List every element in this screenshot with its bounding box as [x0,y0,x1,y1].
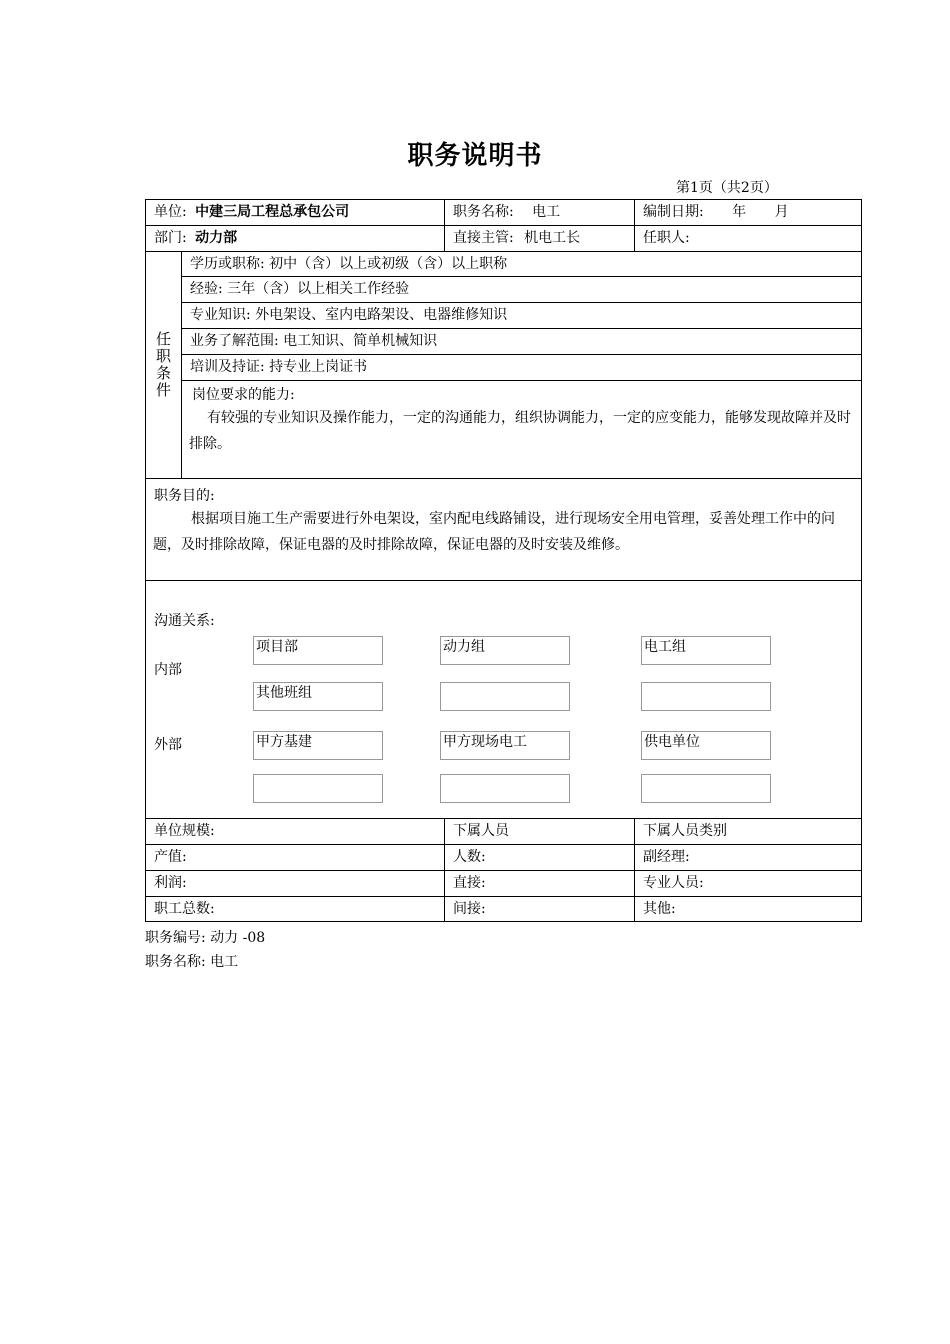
internal-contact-box [641,682,771,711]
business-scope-row: 业务了解范围: 电工知识、简单机械知识 [181,328,862,355]
unit-cell [145,199,445,226]
scale-cell: 职工总数: [145,896,445,922]
scale-cell: 副经理: [634,844,862,871]
internal-contact-box: 项目部 [253,636,383,665]
external-contact-box [253,774,383,803]
scale-cell: 下属人员 [444,818,635,845]
external-label: 外部 [154,737,182,753]
purpose-label: 职务目的: [154,488,215,504]
date-cell [634,199,862,226]
ability-text: 有较强的专业知识及操作能力，一定的沟通能力，组织协调能力，一定的应变能力，能够发现故障并及时排除。 [189,410,851,452]
scale-cell: 专业人员: [634,870,862,897]
supervisor-value: 机电工长 [524,230,581,246]
external-contact-box [440,774,570,803]
external-contact-box: 甲方基建 [253,731,383,760]
job-code: 职务编号: 动力 -08 [145,930,266,946]
date-month: 月 [774,204,789,220]
holder-cell [634,225,862,252]
external-contact-box: 甲方现场电工 [440,731,570,760]
unit-value: 中建三局工程总承包公司 [195,204,350,220]
experience-row: 经验: 三年（含）以上相关工作经验 [181,276,862,303]
holder-label: 任职人: [643,230,690,246]
supervisor-label: 直接主管: [453,230,514,246]
ability-label: 岗位要求的能力: [192,387,295,403]
internal-contact-box [440,682,570,711]
scale-cell: 人数: [444,844,635,871]
communication-label: 沟通关系: [154,613,215,629]
scale-cell: 单位规模: [145,818,445,845]
date-label: 编制日期: [643,204,704,220]
internal-contact-box: 电工组 [641,636,771,665]
internal-label: 内部 [154,662,182,678]
requirements-side-title: 任职条件 [145,251,182,479]
purpose-text: 根据项目施工生产需要进行外电架设，室内配电线路铺设，进行现场安全用电管理，妥善处理工作中的问题，及时排除故障，保证电器的及时排除故障，保证电器的及时安装及维修。 [153,511,835,553]
training-row: 培训及持证: 持专业上岗证书 [181,354,862,381]
job-title-label: 职务名称: [453,204,514,220]
scale-cell: 利润: [145,870,445,897]
job-name: 职务名称: 电工 [145,954,239,970]
job-title-value: 电工 [532,204,561,220]
scale-cell: 间接: [444,896,635,922]
knowledge-row: 专业知识: 外电架设、室内电路架设、电器维修知识 [181,302,862,329]
dept-value: 动力部 [195,230,238,246]
page-number: 第1页（共2页） [676,180,778,196]
job-title-cell [444,199,635,226]
scale-cell: 直接: [444,870,635,897]
internal-contact-box: 动力组 [440,636,570,665]
scale-cell: 产值: [145,844,445,871]
scale-cell: 其他: [634,896,862,922]
supervisor-cell [444,225,635,252]
external-contact-box: 供电单位 [641,731,771,760]
education-row: 学历或职称: 初中（含）以上或初级（含）以上职称 [181,251,862,277]
unit-label: 单位: [154,204,187,220]
dept-label: 部门: [154,230,187,246]
page-title: 职务说明书 [407,141,543,171]
external-contact-box [641,774,771,803]
internal-contact-box: 其他班组 [253,682,383,711]
dept-cell [145,225,445,252]
date-year: 年 [732,204,747,220]
scale-cell: 下属人员类别 [634,818,862,845]
